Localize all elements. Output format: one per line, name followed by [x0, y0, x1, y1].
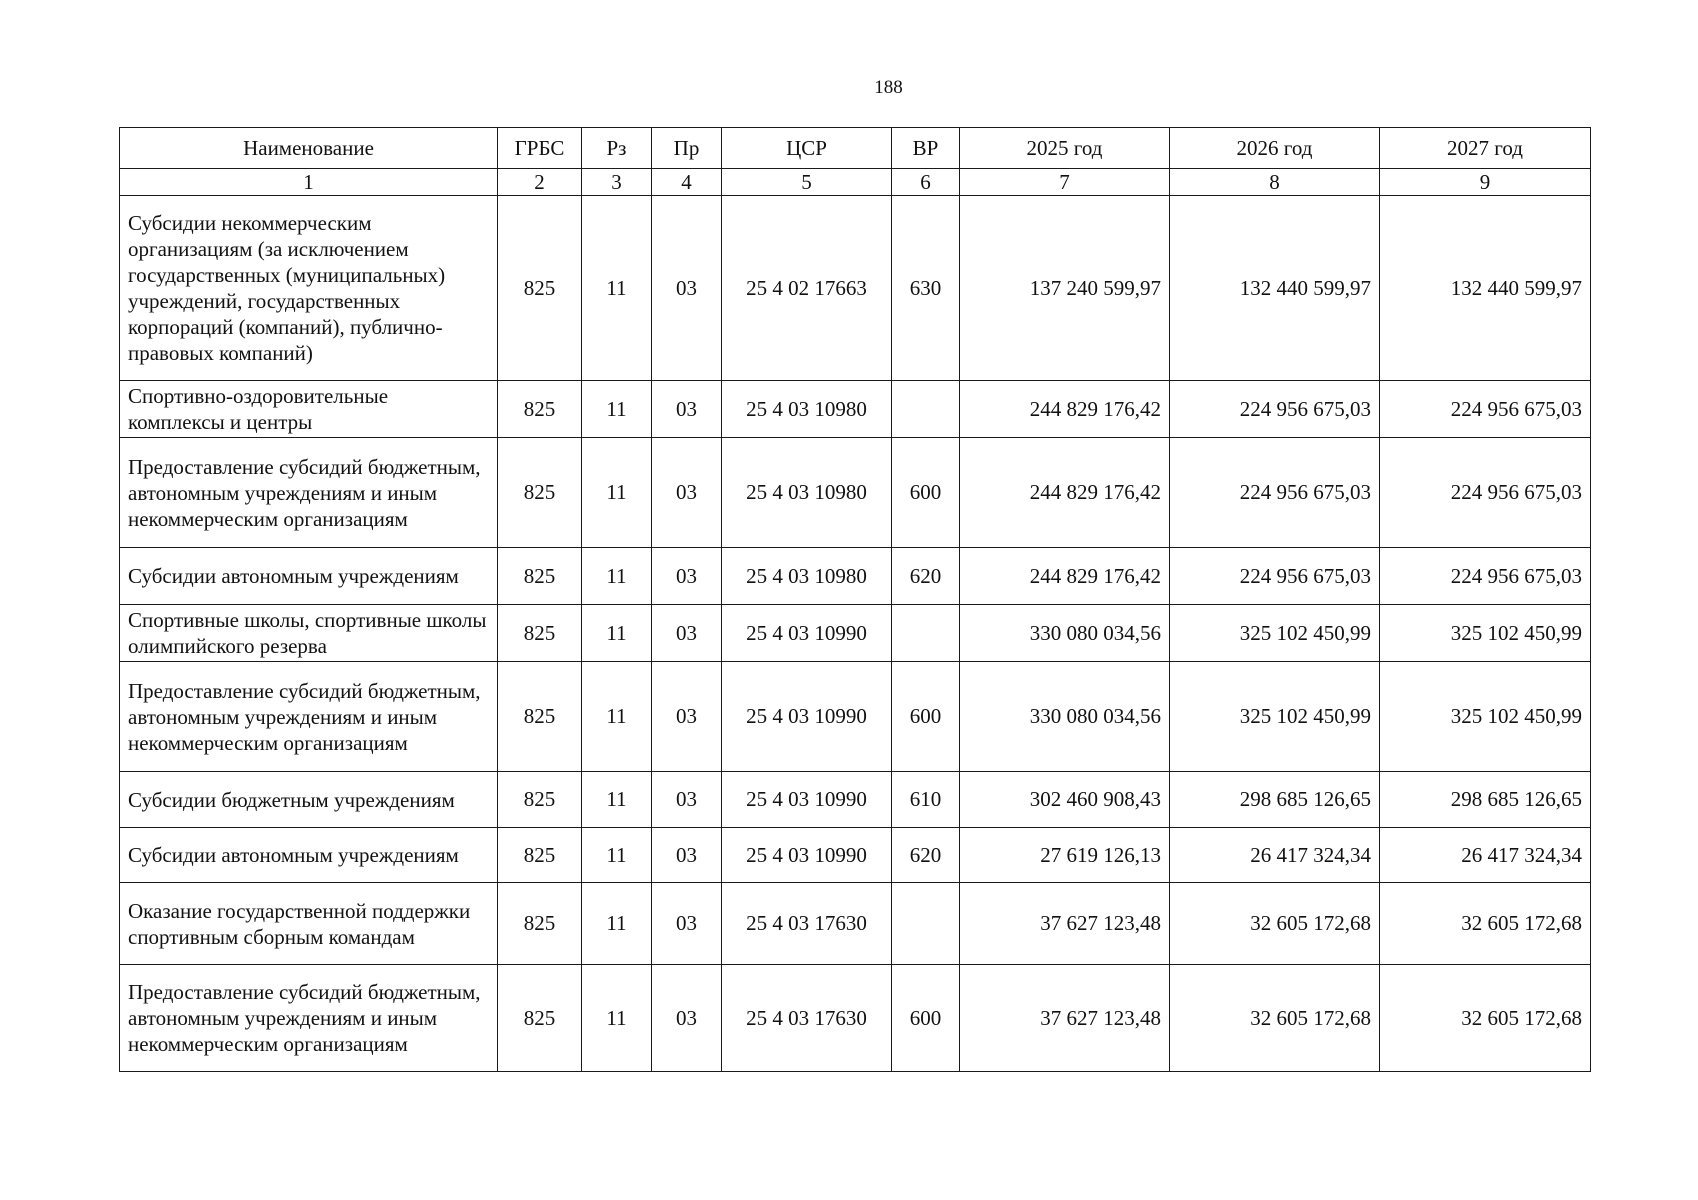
cell-2025: 37 627 123,48 — [960, 965, 1170, 1072]
cell-vr: 610 — [892, 772, 960, 828]
cell-2026: 325 102 450,99 — [1170, 662, 1380, 772]
cell-2026: 32 605 172,68 — [1170, 883, 1380, 965]
cell-2025: 330 080 034,56 — [960, 605, 1170, 662]
cell-2027: 26 417 324,34 — [1380, 828, 1591, 883]
cell-name: Предоставление субсидий бюджетным, автономным учреждениям и иным некоммерческим организациям — [120, 662, 498, 772]
header-rz: Рз — [582, 128, 652, 169]
cell-2026: 298 685 126,65 — [1170, 772, 1380, 828]
cell-rz: 11 — [582, 883, 652, 965]
cell-pr: 03 — [652, 381, 722, 438]
header-row — [120, 128, 1591, 169]
cell-grbs: 825 — [498, 883, 582, 965]
cell-2027: 224 956 675,03 — [1380, 438, 1591, 548]
cell-vr: 600 — [892, 438, 960, 548]
cell-csr: 25 4 03 10990 — [722, 772, 892, 828]
cell-grbs: 825 — [498, 548, 582, 605]
table-row — [120, 828, 1591, 883]
cell-2027: 224 956 675,03 — [1380, 548, 1591, 605]
cell-2026: 325 102 450,99 — [1170, 605, 1380, 662]
cell-2026: 32 605 172,68 — [1170, 965, 1380, 1072]
table-row — [120, 438, 1591, 548]
cell-csr: 25 4 03 17630 — [722, 965, 892, 1072]
cell-pr: 03 — [652, 196, 722, 381]
column-number-row — [120, 169, 1591, 196]
cell-rz: 11 — [582, 438, 652, 548]
cell-2025: 302 460 908,43 — [960, 772, 1170, 828]
cell-csr: 25 4 02 17663 — [722, 196, 892, 381]
cell-2027: 325 102 450,99 — [1380, 605, 1591, 662]
column-number: 9 — [1380, 169, 1591, 196]
cell-csr: 25 4 03 10980 — [722, 548, 892, 605]
cell-2025: 37 627 123,48 — [960, 883, 1170, 965]
cell-name: Субсидии бюджетным учреждениям — [120, 772, 498, 828]
cell-2025: 244 829 176,42 — [960, 438, 1170, 548]
cell-vr: 620 — [892, 548, 960, 605]
cell-pr: 03 — [652, 548, 722, 605]
cell-2027: 32 605 172,68 — [1380, 883, 1591, 965]
cell-2026: 224 956 675,03 — [1170, 381, 1380, 438]
cell-pr: 03 — [652, 605, 722, 662]
cell-grbs: 825 — [498, 438, 582, 548]
cell-rz: 11 — [582, 772, 652, 828]
cell-2025: 244 829 176,42 — [960, 548, 1170, 605]
cell-2027: 325 102 450,99 — [1380, 662, 1591, 772]
cell-name: Оказание государственной поддержки спортивным сборным командам — [120, 883, 498, 965]
cell-pr: 03 — [652, 883, 722, 965]
table-row — [120, 883, 1591, 965]
cell-rz: 11 — [582, 662, 652, 772]
header-name: Наименование — [120, 128, 498, 169]
table-row — [120, 381, 1591, 438]
header-grbs: ГРБС — [498, 128, 582, 169]
header-vr: ВР — [892, 128, 960, 169]
cell-rz: 11 — [582, 605, 652, 662]
cell-2025: 27 619 126,13 — [960, 828, 1170, 883]
cell-name: Субсидии автономным учреждениям — [120, 828, 498, 883]
table-row — [120, 196, 1591, 381]
header-2026: 2026 год — [1170, 128, 1380, 169]
cell-2025: 244 829 176,42 — [960, 381, 1170, 438]
column-number: 6 — [892, 169, 960, 196]
cell-csr: 25 4 03 10990 — [722, 662, 892, 772]
column-number: 8 — [1170, 169, 1380, 196]
page-number: 188 — [874, 77, 903, 98]
cell-2027: 298 685 126,65 — [1380, 772, 1591, 828]
cell-grbs: 825 — [498, 605, 582, 662]
table-row — [120, 548, 1591, 605]
cell-csr: 25 4 03 10990 — [722, 828, 892, 883]
cell-2027: 32 605 172,68 — [1380, 965, 1591, 1072]
cell-rz: 11 — [582, 196, 652, 381]
cell-csr: 25 4 03 17630 — [722, 883, 892, 965]
cell-pr: 03 — [652, 662, 722, 772]
cell-2027: 224 956 675,03 — [1380, 381, 1591, 438]
cell-vr — [892, 605, 960, 662]
cell-name: Спортивные школы, спортивные школы олимпийского резерва — [120, 605, 498, 662]
cell-2027: 132 440 599,97 — [1380, 196, 1591, 381]
cell-csr: 25 4 03 10980 — [722, 381, 892, 438]
cell-grbs: 825 — [498, 965, 582, 1072]
cell-rz: 11 — [582, 828, 652, 883]
cell-vr: 630 — [892, 196, 960, 381]
column-number: 7 — [960, 169, 1170, 196]
table-row — [120, 772, 1591, 828]
header-2025: 2025 год — [960, 128, 1170, 169]
cell-grbs: 825 — [498, 196, 582, 381]
column-number: 2 — [498, 169, 582, 196]
cell-grbs: 825 — [498, 772, 582, 828]
column-number: 3 — [582, 169, 652, 196]
table-row — [120, 605, 1591, 662]
cell-grbs: 825 — [498, 381, 582, 438]
cell-2026: 132 440 599,97 — [1170, 196, 1380, 381]
cell-name: Предоставление субсидий бюджетным, автономным учреждениям и иным некоммерческим организациям — [120, 438, 498, 548]
cell-csr: 25 4 03 10980 — [722, 438, 892, 548]
header-csr: ЦСР — [722, 128, 892, 169]
cell-2026: 26 417 324,34 — [1170, 828, 1380, 883]
cell-name: Субсидии некоммерческим организациям (за исключением государственных (муниципальных) учреждений, государственных корпораций (компаний), публично-правовых компаний) — [120, 196, 498, 381]
header-2027: 2027 год — [1380, 128, 1591, 169]
cell-rz: 11 — [582, 548, 652, 605]
table-row — [120, 965, 1591, 1072]
cell-grbs: 825 — [498, 662, 582, 772]
cell-vr: 620 — [892, 828, 960, 883]
cell-2026: 224 956 675,03 — [1170, 548, 1380, 605]
cell-2026: 224 956 675,03 — [1170, 438, 1380, 548]
cell-grbs: 825 — [498, 828, 582, 883]
cell-vr — [892, 883, 960, 965]
cell-name: Спортивно-оздоровительные комплексы и центры — [120, 381, 498, 438]
table-row — [120, 662, 1591, 772]
cell-name: Предоставление субсидий бюджетным, автономным учреждениям и иным некоммерческим организациям — [120, 965, 498, 1072]
cell-vr: 600 — [892, 965, 960, 1072]
cell-rz: 11 — [582, 381, 652, 438]
budget-table — [119, 127, 1591, 1072]
column-number: 5 — [722, 169, 892, 196]
cell-2025: 330 080 034,56 — [960, 662, 1170, 772]
cell-2025: 137 240 599,97 — [960, 196, 1170, 381]
cell-pr: 03 — [652, 965, 722, 1072]
column-number: 1 — [120, 169, 498, 196]
cell-vr: 600 — [892, 662, 960, 772]
cell-vr — [892, 381, 960, 438]
cell-pr: 03 — [652, 772, 722, 828]
cell-csr: 25 4 03 10990 — [722, 605, 892, 662]
cell-pr: 03 — [652, 438, 722, 548]
cell-name: Субсидии автономным учреждениям — [120, 548, 498, 605]
column-number: 4 — [652, 169, 722, 196]
cell-pr: 03 — [652, 828, 722, 883]
cell-rz: 11 — [582, 965, 652, 1072]
header-pr: Пр — [652, 128, 722, 169]
